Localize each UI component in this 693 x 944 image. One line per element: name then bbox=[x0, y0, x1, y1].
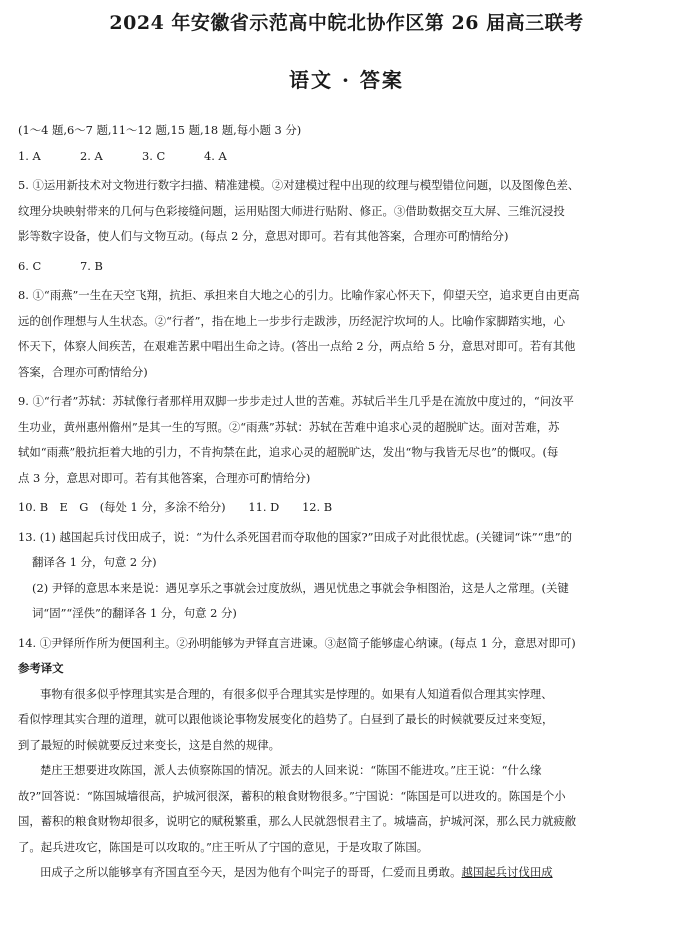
translation-line: 了。起兵进攻它，陈国是可以攻取的。”庄王听从了宁国的意见，于是攻取了陈国。 bbox=[18, 839, 429, 854]
q9-line: 生功业，黄州惠州儋州”是其一生的写照。②“雨燕”苏轼：苏轼在苦难中追求心灵的超脱旷达。面对苦难，苏 bbox=[18, 419, 560, 434]
page-title: 2024 年安徽省示范高中皖北协作区第 26 届高三联考 bbox=[109, 12, 584, 34]
answer-6: 6. C bbox=[18, 258, 42, 273]
q5-line: 5. ①运用新技术对文物进行数字扫描、精准建模。②对建模过程中出现的纹理与模型错位问题，以及图像色差、 bbox=[18, 178, 580, 192]
page-subtitle: 语文 · 答案 bbox=[289, 68, 404, 92]
translation-line: 事物有很多似乎悖理其实是合理的，有很多似乎合理其实是悖理的。如果有人知道看似合理其实悖理、 bbox=[40, 686, 553, 701]
translation-line: 到了最短的时候就要反过来变长，这是自然的规律。 bbox=[18, 737, 280, 752]
answer-1: 1. A bbox=[18, 148, 41, 163]
q8-line: 怀天下，体察人间疾苦，在艰难苦累中唱出生命之诗。(答出一点给 2 分，两点给 5 分，意思对即可。若有其他 bbox=[18, 339, 576, 353]
translation-line: 看似悖理其实合理的道理，就可以跟他谈论事物发展变化的趋势了。白昼到了最长的时候就要反过来变短， bbox=[18, 712, 554, 726]
answer-7: 7. B bbox=[80, 258, 103, 273]
answer-body bbox=[18, 118, 678, 886]
translation-paragraph-1 bbox=[18, 682, 678, 759]
answers-10-12 bbox=[18, 495, 678, 521]
q9-line: 9. ①“行者”苏轼：苏轼像行者那样用双脚一步步走过人世的苦难。苏轼后半生几乎是在流放中度过的，“问汝平 bbox=[18, 394, 574, 408]
q8-line: 远的创作理想与人生状态。②“行者”，指在地上一步步行走跋涉，历经泥泞坎坷的人。比喻作家脚踏实地，心 bbox=[18, 313, 566, 328]
translation-line: 故?”回答说：“陈国城墙很高，护城河很深，蓄积的粮食财物很多。”宁国说：“陈国是可以进攻的。陈国是个小 bbox=[18, 788, 566, 803]
q5-line: 影等数字设备，使人们与文物互动。(每点 2 分，意思对即可。若有其他答案，合理亦可酌情给分) bbox=[18, 229, 509, 243]
q13-line: 13. (1) 越国起兵讨伐田成子，说：“为什么杀死国君而夺取他的国家?”田成子对此很忧虑。(关键词“诛”“患”的 bbox=[18, 529, 572, 544]
underlined-translation-text: 越国起兵讨伐田成 bbox=[461, 865, 553, 879]
answer-3: 3. C bbox=[142, 148, 166, 163]
answer-2: 2. A bbox=[80, 148, 103, 163]
question-14: 14. ①尹铎所作所为便国利主。②孙明能够为尹铎直言进谏。③赵简子能够虚心纳谏。(每点 1 分，意思对即可) bbox=[18, 635, 576, 650]
q5-line: 纹理分块映射带来的几何与色彩接缝问题，运用贴图大师进行贴附、修正。③借助数据交互大屏、三维沉浸投 bbox=[18, 203, 565, 218]
question-8 bbox=[18, 283, 678, 385]
translation-text: 田成子之所以能够享有齐国直至今天，是因为他有个叫完子的哥哥，仁爱而且勇敢。 bbox=[40, 865, 462, 879]
scoring-note: (1～4 题,6～7 题,11～12 题,15 题,18 题,每小题 3 分) bbox=[18, 123, 302, 137]
q8-line: 答案，合理亦可酌情给分) bbox=[18, 364, 148, 379]
answer-12: 12. B bbox=[302, 500, 333, 514]
answer-10: 10. B E G (每处 1 分，多涂不给分) bbox=[18, 500, 226, 514]
answers-6-7 bbox=[18, 254, 678, 280]
answer-11: 11. D bbox=[248, 500, 280, 514]
translation-paragraph-3 bbox=[18, 860, 678, 886]
question-9 bbox=[18, 389, 678, 491]
translation-paragraph-2 bbox=[18, 758, 678, 860]
translation-heading: 参考译文 bbox=[18, 661, 64, 675]
q13-line: (2) 尹铎的意思本来是说：遇见享乐之事就会过度放纵，遇见忧患之事就会争相图治，这是人之常理。(关键 bbox=[32, 580, 569, 595]
question-5 bbox=[18, 173, 678, 250]
q13-line: 翻译各 1 分，句意 2 分) bbox=[32, 555, 157, 569]
q9-line: 轼如“雨燕”般抗拒着大地的引力，不肯拘禁在此，追求心灵的超脱旷达，发出“物与我皆无尽也”的慨叹。(每 bbox=[18, 445, 559, 459]
q8-line: 8. ①“雨燕”一生在天空飞翔，抗拒、承担来自大地之心的引力。比喻作家心怀天下，仰望天空，追求更自由更高 bbox=[18, 288, 580, 302]
translation-line: 国，蓄积的粮食财物却很多，说明它的赋税繁重，那么人民就怨恨君主了。城墙高，护城河深，那么民力就疲敝 bbox=[18, 814, 577, 828]
answer-4: 4. A bbox=[204, 148, 227, 163]
answers-1-4 bbox=[18, 144, 678, 170]
q13-line: 词“固”“淫佚”的翻译各 1 分，句意 2 分) bbox=[32, 606, 237, 620]
question-13 bbox=[18, 525, 678, 627]
translation-line: 楚庄王想要进攻陈国，派人去侦察陈国的情况。派去的人回来说：“陈国不能进攻。”庄王说：“什么缘 bbox=[40, 763, 542, 777]
q9-line: 点 3 分，意思对即可。若有其他答案，合理亦可酌情给分) bbox=[18, 470, 311, 485]
